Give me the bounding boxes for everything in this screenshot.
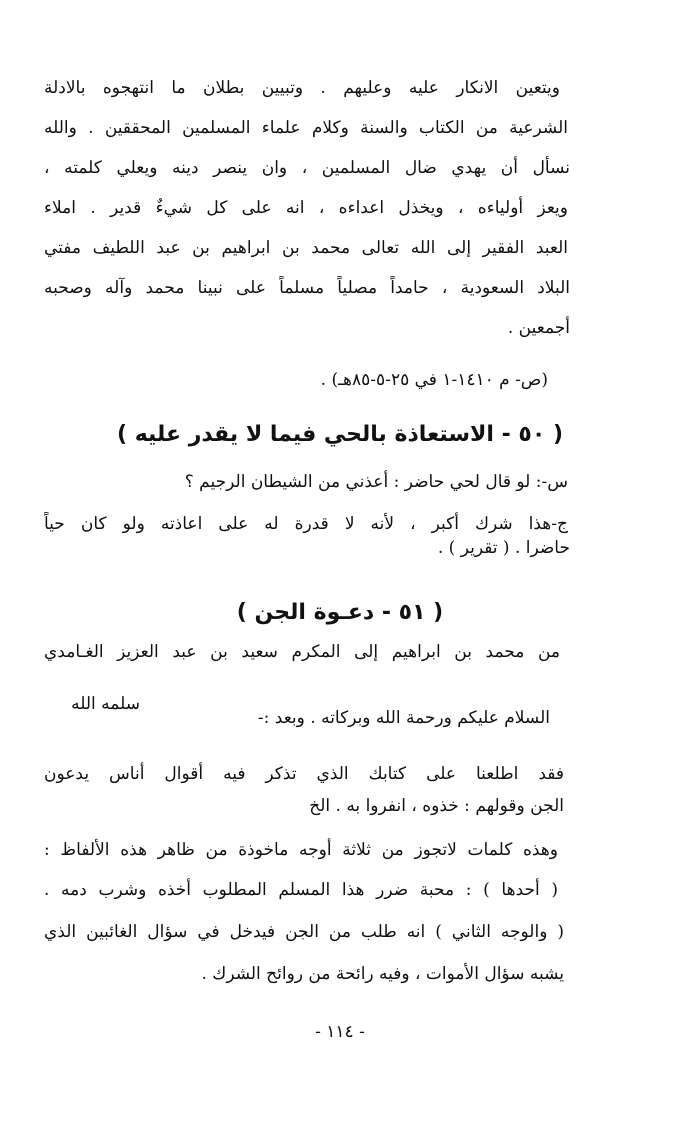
paragraph-line: الشرعية من الكتاب والسنة وكلام علماء المسلمين المحققين . والله	[44, 118, 568, 138]
answer-line: حاضرا . ( تقرير ) .	[437, 538, 570, 558]
letter-line: يشبه سؤال الأموات ، وفيه رائحة من روائح الشرك .	[201, 964, 564, 984]
paragraph-line: نسأل أن يهدي ضال المسلمين ، وان ينصر دينه ويعلي كلمته ،	[44, 158, 570, 178]
letter-line: سلمه الله	[71, 694, 140, 714]
letter-line: ( أحدها ) : محبة ضرر هذا المسلم المطلوب أخذه وشرب دمه .	[44, 880, 558, 900]
letter-line: فقد اطلعنا على كتابك الذي تذكر فيه أقوال أناس يدعون	[44, 764, 564, 784]
reference-line: (ص- م ١٤١٠-١ في ٢٥-٥-٨٥هـ) .	[320, 370, 548, 390]
section-heading-50: ( ٥٠ - الاستعاذة بالحي فيما لا يقدر عليه )	[116, 422, 563, 447]
section-heading-51: ( ٥١ - دعـوة الجن )	[236, 600, 444, 625]
question-line: س-: لو قال لحي حاضر : أعذني من الشيطان الرجيم ؟	[184, 472, 568, 492]
answer-line: ج-هذا شرك أكبر ، لأنه لا قدرة له على اعاذته ولو كان حياً	[44, 514, 568, 534]
paragraph-line: العبد الفقير إلى الله تعالى محمد بن ابراهيم بن عبد اللطيف مفتي	[44, 238, 568, 258]
page-number: - ١١٤ -	[315, 1022, 365, 1042]
letter-line: السلام عليكم ورحمة الله وبركاته . وبعد :-	[257, 708, 550, 728]
paragraph-line: ويعز أولياءه ، ويخذل اعداءه ، انه على كل شيءٌ قدير . املاء	[44, 198, 568, 218]
paragraph-line: البلاد السعودية ، حامداً مصلياً مسلماً على نبينا محمد وآله وصحبه	[44, 278, 570, 298]
letter-line: ( والوجه الثاني ) انه طلب من الجن فيدخل في سؤال الغائبين الذي	[44, 922, 564, 942]
letter-line: الجن وقولهم : خذوه ، انفروا به . الخ	[309, 796, 564, 816]
paragraph-line: أجمعين .	[507, 318, 570, 338]
letter-line: وهذه كلمات لاتجوز من ثلاثة أوجه ماخوذة من ظاهر هذه الألفاظ :	[44, 840, 558, 860]
letter-line: من محمد بن ابراهيم إلى المكرم سعيد بن عبد العزيز الغـامدي	[44, 642, 560, 662]
paragraph-line: ويتعين الانكار عليه وعليهم . وتبيين بطلان ما انتهجوه بالادلة	[44, 78, 560, 98]
